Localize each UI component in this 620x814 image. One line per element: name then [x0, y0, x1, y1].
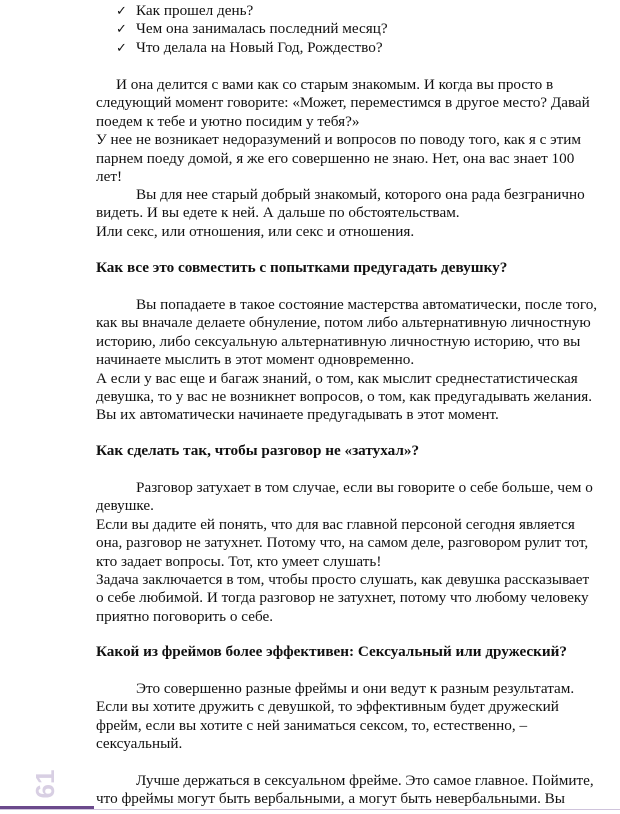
- paragraph-6: Лучше держаться в сексуальном фрейме. Это самое главное. Поймите, что фреймы могут быть вербальными, а могут быть невербальными. Вы: [96, 772, 594, 808]
- paragraph-3: Вы попадаете в такое состояние мастерства автоматически, после того, как вы вначале делаете обнуление, потом либо альтернативную личностную историю, либо сексуальную альтернативную личностную историю, что вы начинаете мыслить в этот момент одновременно. А если у вас еще и багаж знаний, о том, как мыслит среднестатистическая девушка, то у вас не возникнет вопросов, о том, как предугадывать желания. Вы их автоматически начинаете предугадывать в этот момент.: [96, 296, 598, 424]
- footer-rule: [0, 809, 620, 810]
- paragraph-4: Разговор затухает в том случае, если вы говорите о себе больше, чем о девушке. Если вы дадите ей понять, что для вас главной персоной сегодня является она, разговор не затухнет. Потому что, на самом деле, разговором рулит тот, кто задает вопросы. Тот, кто умеет слушать! Задача заключается в том, чтобы просто слушать, как девушка рассказывает о себе любимой. И тогда разговор не затухнет, потому что любому человеку приятно поговорить о себе.: [96, 479, 593, 625]
- section-heading-3: Какой из фреймов более эффективен: Сексуальный или дружеский?: [96, 643, 567, 660]
- list-item: ✓ Что делала на Новый Год, Рождество?: [116, 39, 388, 57]
- paragraph-2: Вы для нее старый добрый знакомый, которого она рада безгранично видеть. И вы едете к ней. А дальше по обстоятельствам. Или секс, или отношения, или секс и отношения.: [96, 186, 585, 240]
- paragraph-5: Это совершенно разные фреймы и они ведут к разным результатам. Если вы хотите дружить с девушкой, то эффективным будет дружеский фрейм, если вы хотите с ней заниматься сексом, то, естественно, – сексуальный.: [96, 680, 575, 753]
- check-icon: ✓: [116, 4, 127, 19]
- check-icon: ✓: [116, 40, 127, 56]
- question-checklist: [116, 2, 388, 57]
- list-item: ✓ Как прошел день?: [116, 2, 388, 20]
- section-heading-2: Как сделать так, чтобы разговор не «затухал»?: [96, 442, 420, 459]
- list-item: ✓ Чем она занималась последний месяц?: [116, 20, 388, 38]
- check-icon: ✓: [116, 22, 127, 38]
- page-number: 61: [30, 769, 60, 799]
- section-heading-1: Как все это совместить с попытками предугадать девушку?: [96, 259, 508, 276]
- paragraph-1: И она делится с вами как со старым знакомым. И когда вы просто в следующий момент говорите: «Может, переместимся в другое место? Давай поедем к тебе и уютно посидим у тебя?» У нее не возникает недоразумений и вопросов по поводу того, как я с этим парнем поеду домой, я же его совершенно не знаю. Нет, она вас знает 100 лет!: [96, 76, 590, 185]
